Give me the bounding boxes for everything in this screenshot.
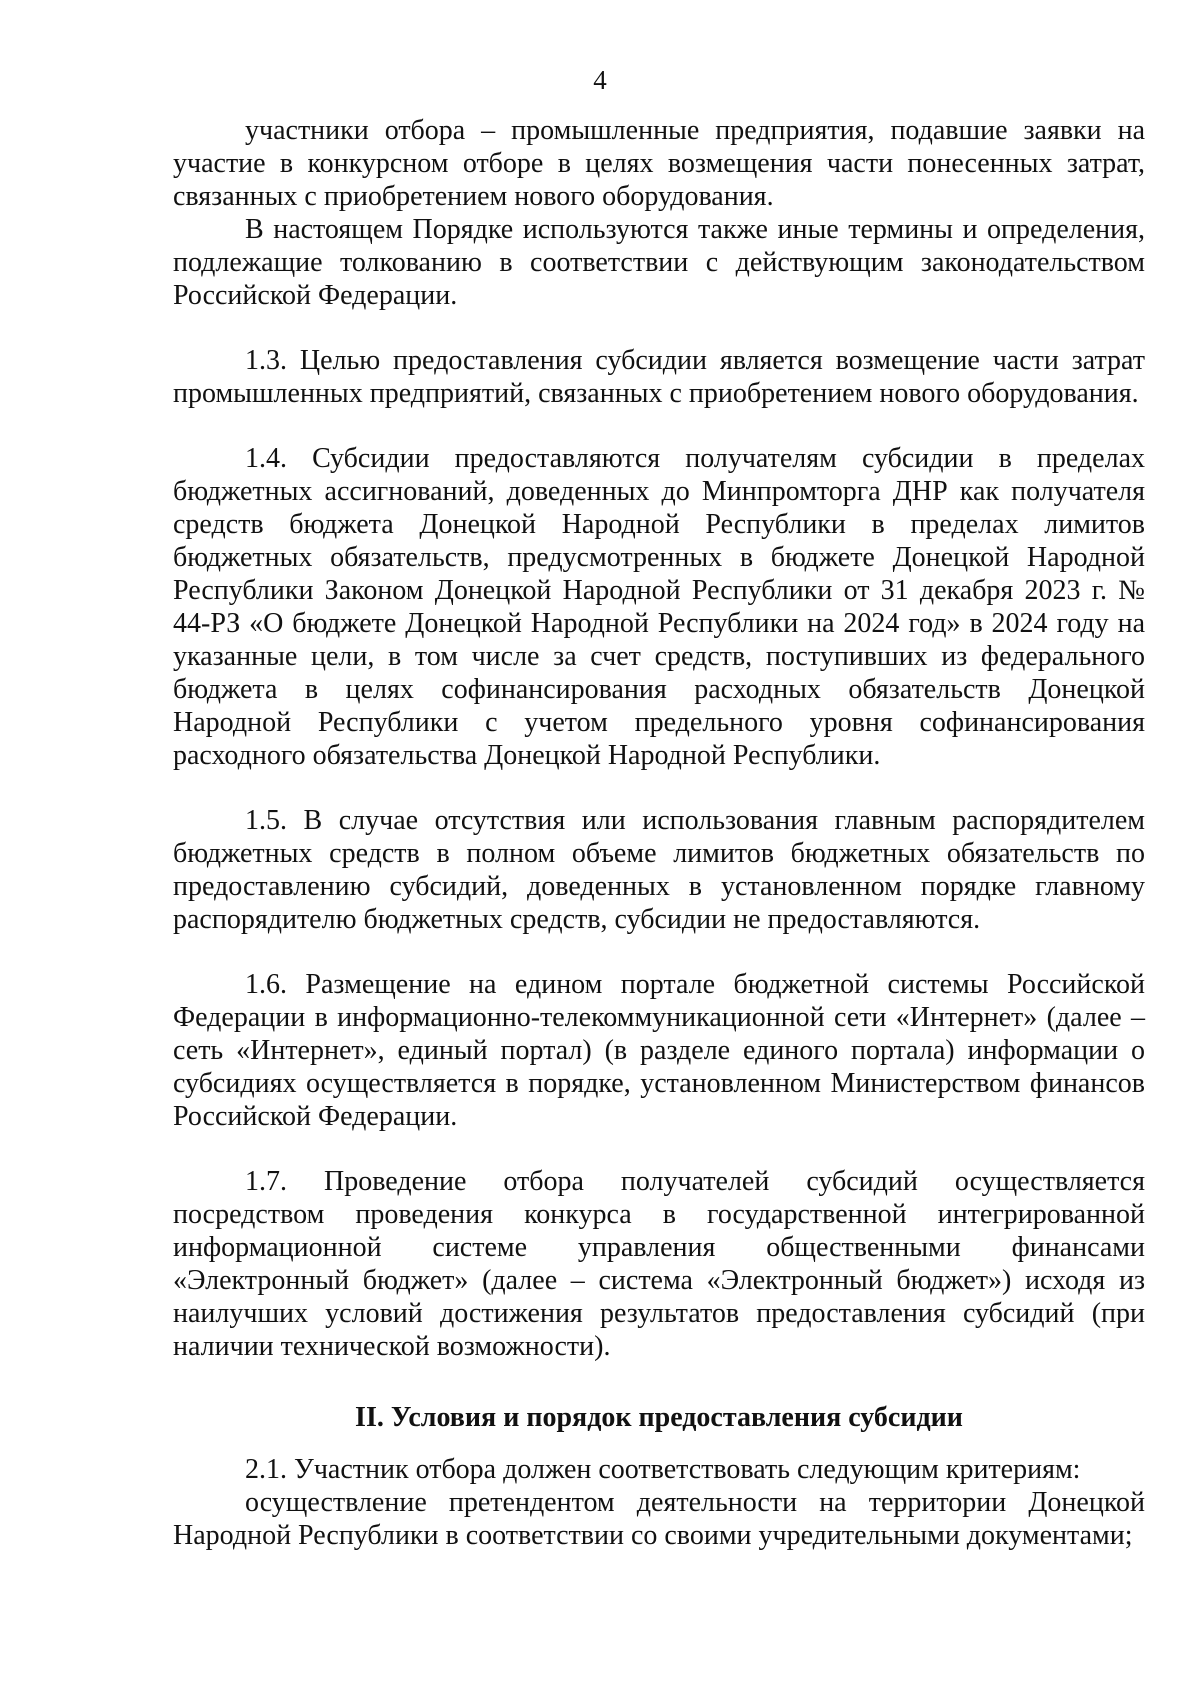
- paragraph-2-1: 2.1. Участник отбора должен соответствовать следующим критериям:: [245, 1454, 1081, 1485]
- paragraph-1-3: 1.3. Целью предоставления субсидии является возмещение части затрат промышленных предприятий, связанных с приобретением нового оборудования.: [173, 345, 1145, 409]
- document-body: [173, 114, 1145, 1552]
- paragraph-participants-definition: участники отбора – промышленные предприятия, подавшие заявки на участие в конкурсном отборе в целях возмещения части понесенных затрат, связанных с приобретением нового оборудования.: [173, 115, 1145, 212]
- paragraph-other-terms: В настоящем Порядке используются также иные термины и определения, подлежащие толкованию в соответствии с действующим законодательством Российской Федерации.: [173, 214, 1145, 311]
- paragraph-1-5: 1.5. В случае отсутствия или использования главным распорядителем бюджетных средств в полном объеме лимитов бюджетных обязательств по предоставлению субсидий, доведенных в установленном порядке главному распорядителю бюджетных средств, субсидии не предоставляются.: [173, 805, 1145, 935]
- section-title: II. Условия и порядок предоставления субсидии: [355, 1402, 963, 1433]
- paragraph-criterion-territory: осуществление претендентом деятельности на территории Донецкой Народной Республики в соответствии со своими учредительными документами;: [173, 1487, 1145, 1551]
- paragraph-1-7: 1.7. Проведение отбора получателей субсидий осуществляется посредством проведения конкурса в государственной интегрированной информационной системе управления общественными финансами «Электронный бюджет» (далее – система «Электронный бюджет») исходя из наилучших условий достижения результатов предоставления субсидий (при наличии технической возможности).: [173, 1166, 1145, 1362]
- page-number: 4: [593, 65, 607, 95]
- paragraph-1-4: 1.4. Субсидии предоставляются получателям субсидии в пределах бюджетных ассигнований, доведенных до Минпромторга ДНР как получателя средств бюджета Донецкой Народной Республики в пределах лимитов бюджетных обязательств, предусмотренных в бюджете Донецкой Народной Республики Законом Донецкой Народной Республики от 31 декабря 2023 г. № 44-РЗ «О бюджете Донецкой Народной Республики на 2024 год» в 2024 году на указанные цели, в том числе за счет средств, поступивших из федерального бюджета в целях софинансирования расходных обязательств Донецкой Народной Республики с учетом предельного уровня софинансирования расходного обязательства Донецкой Народной Республики.: [173, 443, 1145, 771]
- paragraph-1-6: 1.6. Размещение на едином портале бюджетной системы Российской Федерации в информационно-телекоммуникационной сети «Интернет» (далее – сеть «Интернет», единый портал) (в разделе единого портала) информации о субсидиях осуществляется в порядке, установленном Министерством финансов Российской Федерации.: [173, 969, 1145, 1132]
